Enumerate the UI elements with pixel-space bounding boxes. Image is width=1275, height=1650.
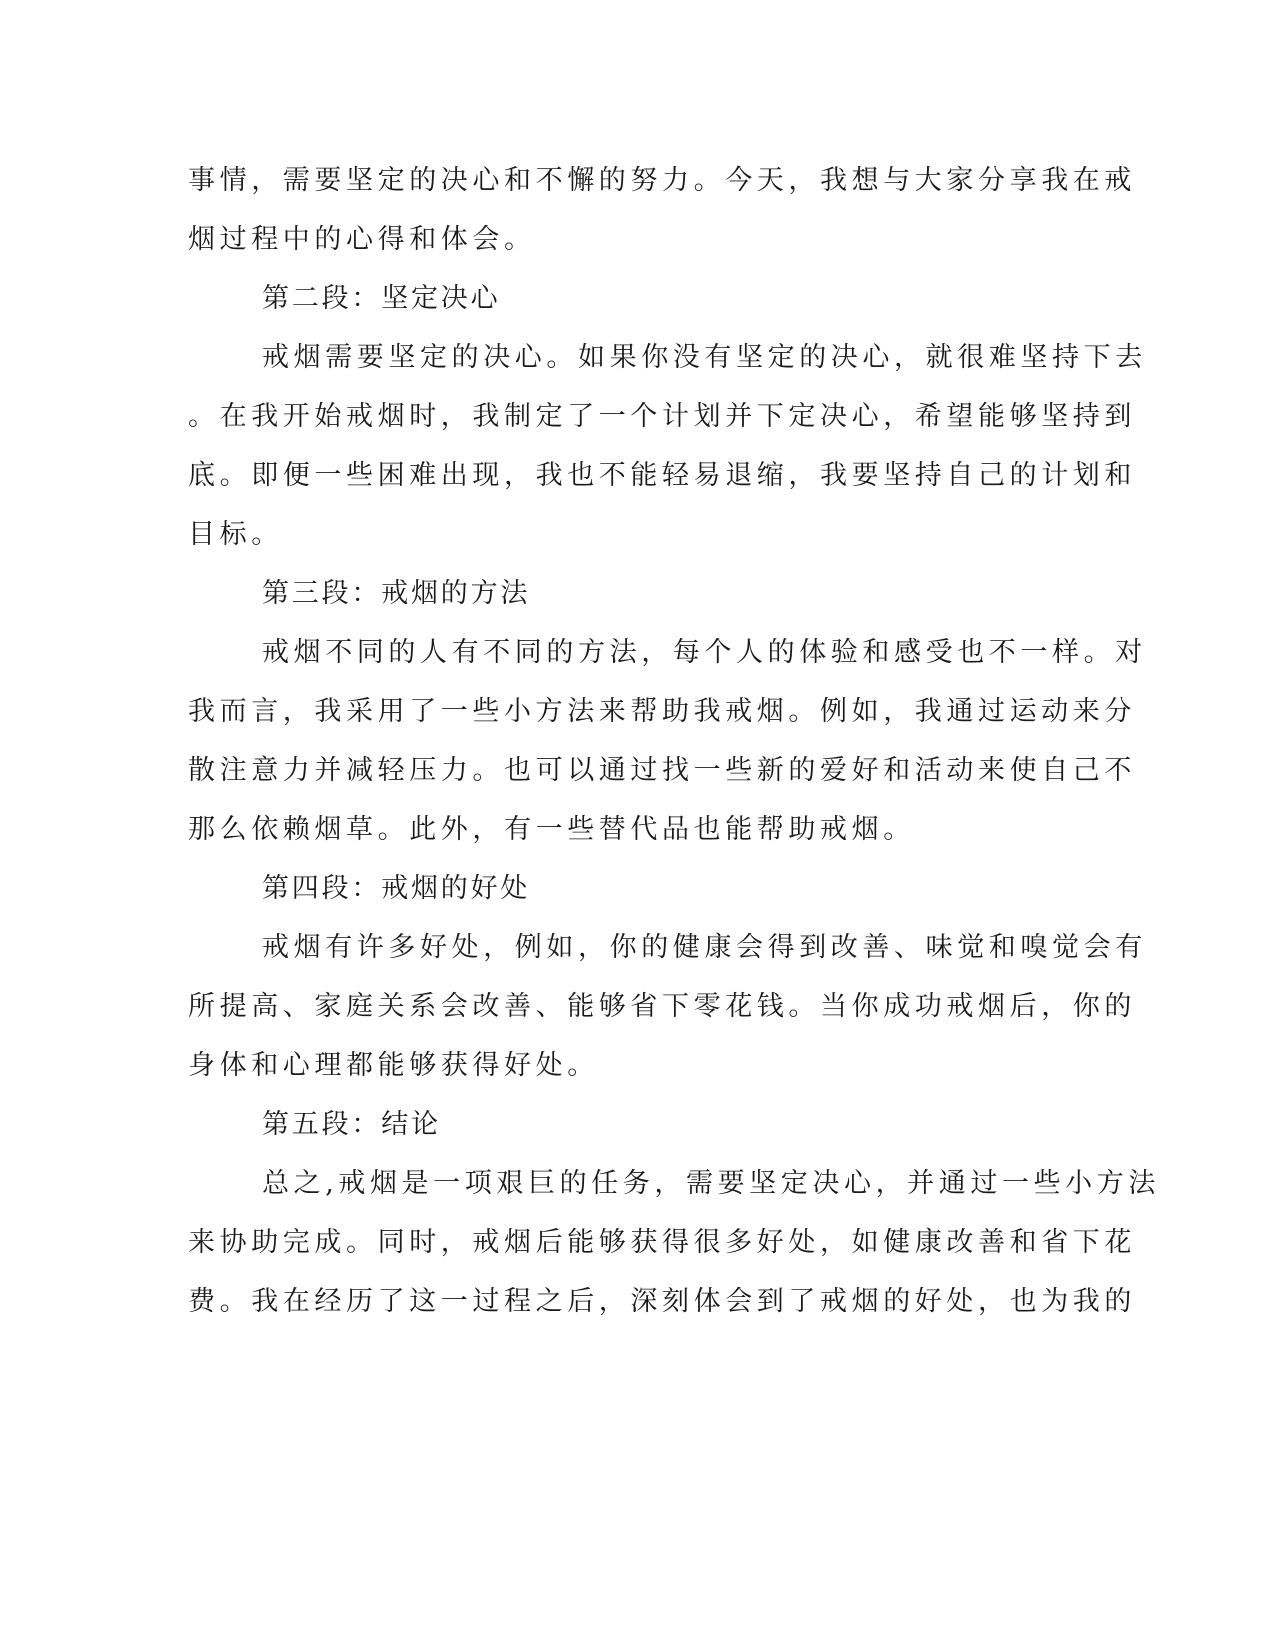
paragraph-2-line-3 [0, 446, 1275, 505]
line-text: 散注意力并减轻压力。也可以通过找一些新的爱好和活动来使自己不 [188, 755, 1136, 786]
paragraph-4-line-1 [0, 918, 1275, 977]
heading-text: 第四段：戒烟的好处 [262, 873, 531, 904]
paragraph-3-line-3 [0, 741, 1275, 800]
paragraph-5-line-1 [0, 1154, 1275, 1213]
paragraph-4-line-3 [0, 1036, 1275, 1095]
line-text: 身体和心理都能够获得好处。 [188, 1050, 599, 1081]
line-text: 底。即便一些困难出现，我也不能轻易退缩，我要坚持自己的计划和 [188, 460, 1136, 491]
heading-text: 第三段：戒烟的方法 [262, 578, 531, 609]
line-text: 戒烟有许多好处，例如，你的健康会得到改善、味觉和嗅觉会有 [262, 932, 1147, 963]
paragraph-1-line-2 [0, 210, 1275, 269]
heading-text: 第五段：结论 [262, 1109, 441, 1140]
line-text: 烟过程中的心得和体会。 [188, 224, 536, 255]
paragraph-1-line-1 [0, 151, 1275, 210]
line-text: 。在我开始戒烟时，我制定了一个计划并下定决心，希望能够坚持到 [188, 401, 1136, 432]
line-text: 总之,戒烟是一项艰巨的任务，需要坚定决心，并通过一些小方法 [262, 1168, 1160, 1199]
section-heading-2 [0, 269, 1275, 328]
paragraph-5-line-3 [0, 1272, 1275, 1331]
paragraph-5-line-2 [0, 1213, 1275, 1272]
line-text: 目标。 [188, 519, 283, 550]
paragraph-2-line-1 [0, 328, 1275, 387]
heading-text: 第二段：坚定决心 [262, 283, 501, 314]
line-text: 那么依赖烟草。此外，有一些替代品也能帮助戒烟。 [188, 814, 915, 845]
paragraph-3-line-4 [0, 800, 1275, 859]
paragraph-4-line-2 [0, 977, 1275, 1036]
line-text: 来协助完成。同时，戒烟后能够获得很多好处，如健康改善和省下花 [188, 1227, 1136, 1258]
section-heading-3 [0, 564, 1275, 623]
paragraph-2-line-2 [0, 387, 1275, 446]
line-text: 费。我在经历了这一过程之后，深刻体会到了戒烟的好处，也为我的 [188, 1286, 1136, 1317]
line-text: 事情，需要坚定的决心和不懈的努力。今天，我想与大家分享我在戒 [188, 165, 1136, 196]
line-text: 戒烟不同的人有不同的方法，每个人的体验和感受也不一样。对 [262, 637, 1147, 668]
line-text: 所提高、家庭关系会改善、能够省下零花钱。当你成功戒烟后，你的 [188, 991, 1136, 1022]
paragraph-3-line-1 [0, 623, 1275, 682]
line-text: 我而言，我采用了一些小方法来帮助我戒烟。例如，我通过运动来分 [188, 696, 1136, 727]
paragraph-2-line-4 [0, 505, 1275, 564]
section-heading-5 [0, 1095, 1275, 1154]
line-text: 戒烟需要坚定的决心。如果你没有坚定的决心，就很难坚持下去 [262, 342, 1147, 373]
paragraph-3-line-2 [0, 682, 1275, 741]
section-heading-4 [0, 859, 1275, 918]
